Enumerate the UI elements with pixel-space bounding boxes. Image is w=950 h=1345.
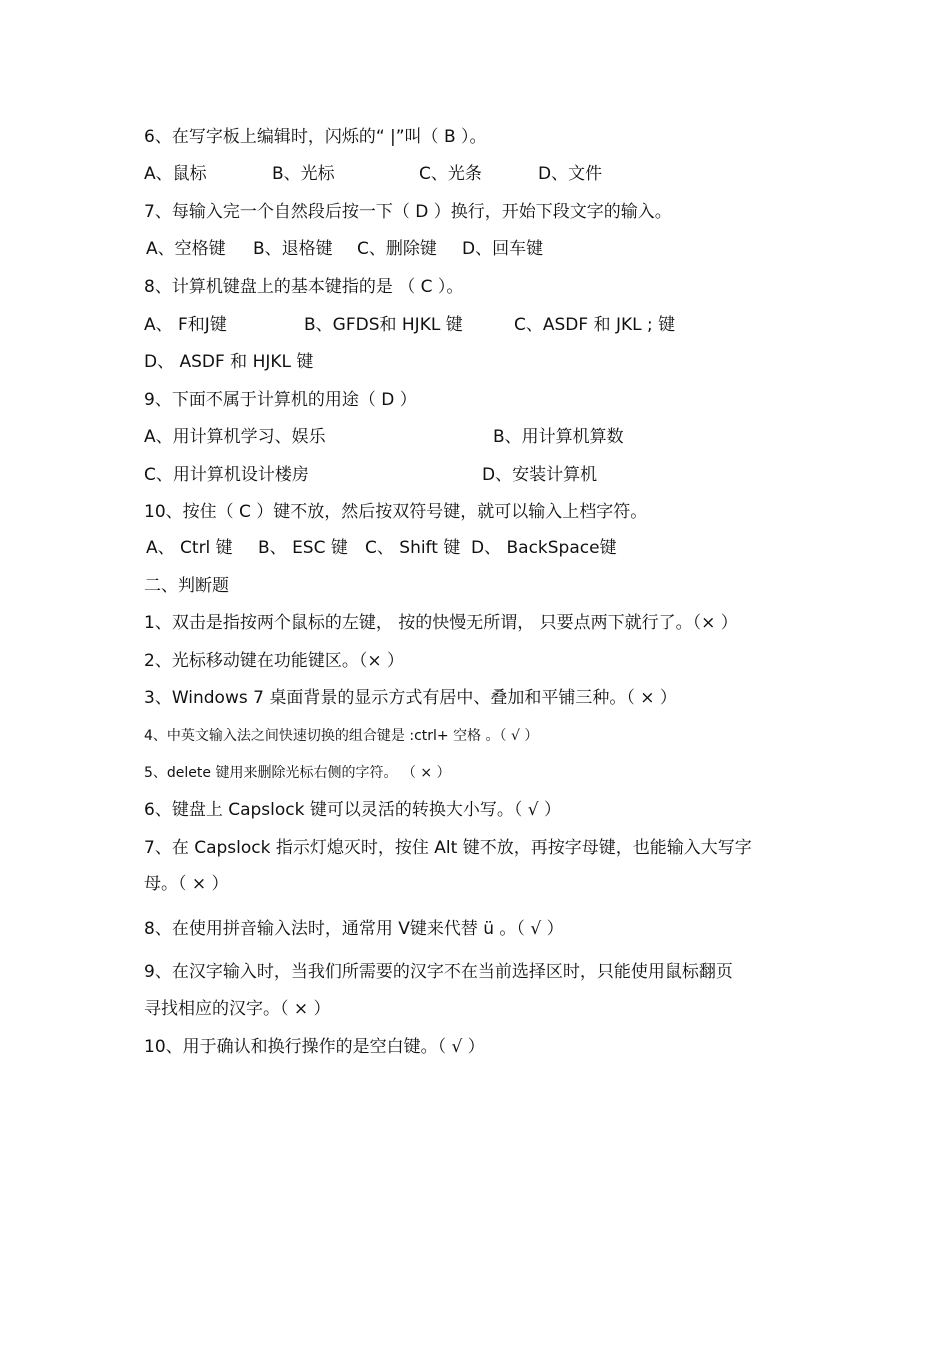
option-10b: B、 ESC 键 [258, 538, 348, 558]
option-7b: B、退格键 [253, 239, 333, 259]
option-6b: B、光标 [272, 164, 335, 184]
question-6: 6、在写字板上编辑时，闪烁的“ |”叫（ B ）。 [144, 127, 487, 147]
option-9b: B、用计算机算数 [493, 427, 624, 447]
option-6d: D、文件 [538, 164, 603, 184]
option-9d: D、安装计算机 [482, 465, 598, 485]
tf-item-8: 8、在使用拼音输入法时，通常用 V键来代替 ü 。（ √ ） [144, 919, 564, 939]
option-9c: C、用计算机设计楼房 [144, 465, 309, 485]
option-6c: C、光条 [419, 164, 482, 184]
option-8c: C、ASDF 和 JKL ; 键 [514, 315, 676, 335]
question-7: 7、每输入完一个自然段后按一下（ D ）换行，开始下段文字的输入。 [144, 202, 672, 222]
tf-item-7-line1: 7、在 Capslock 指示灯熄灭时，按住 Alt 键不放，再按字母键，也能输入大写字 [144, 838, 752, 858]
option-7c: C、删除键 [357, 239, 437, 259]
option-10a: A、 Ctrl 键 [146, 538, 233, 558]
option-10d: D、 BackSpace键 [471, 538, 617, 558]
tf-item-1: 1、双击是指按两个鼠标的左键， 按的快慢无所谓， 只要点两下就行了。（× ） [144, 613, 738, 633]
tf-item-2: 2、光标移动键在功能键区。（× ） [144, 651, 404, 671]
option-7d: D、回车键 [462, 239, 544, 259]
tf-item-9-line2: 寻找相应的汉字。（ × ） [144, 999, 331, 1019]
question-10: 10、按住（ C ）键不放，然后按双符号键，就可以输入上档字符。 [144, 502, 648, 522]
tf-item-5: 5、delete 键用来删除光标右侧的字符。 （ × ） [144, 765, 451, 781]
option-8d: D、 ASDF 和 HJKL 键 [144, 352, 314, 372]
option-8b: B、GFDS和 HJKL 键 [304, 315, 463, 335]
option-9a: A、用计算机学习、娱乐 [144, 427, 326, 447]
option-10c: C、 Shift 键 [365, 538, 461, 558]
tf-item-3: 3、Windows 7 桌面背景的显示方式有居中、叠加和平铺三种。（ × ） [144, 688, 677, 708]
option-8a: A、 F和J键 [144, 315, 227, 335]
question-8: 8、计算机键盘上的基本键指的是 （ C ）。 [144, 277, 464, 297]
tf-item-10: 10、用于确认和换行操作的是空白键。（ √ ） [144, 1037, 485, 1057]
tf-item-7-line2: 母。（ × ） [144, 874, 229, 894]
option-6a: A、鼠标 [144, 164, 207, 184]
tf-item-4: 4、中英文输入法之间快速切换的组合键是 :ctrl+ 空格 。（ √ ） [144, 728, 539, 744]
option-7a: A、空格键 [146, 239, 226, 259]
section-title: 二、判断题 [144, 576, 229, 596]
question-9: 9、下面不属于计算机的用途（ D ） [144, 390, 417, 410]
tf-item-6: 6、键盘上 Capslock 键可以灵活的转换大小写。（ √ ） [144, 800, 562, 820]
tf-item-9-line1: 9、在汉字输入时，当我们所需要的汉字不在当前选择区时，只能使用鼠标翻页 [144, 962, 733, 982]
